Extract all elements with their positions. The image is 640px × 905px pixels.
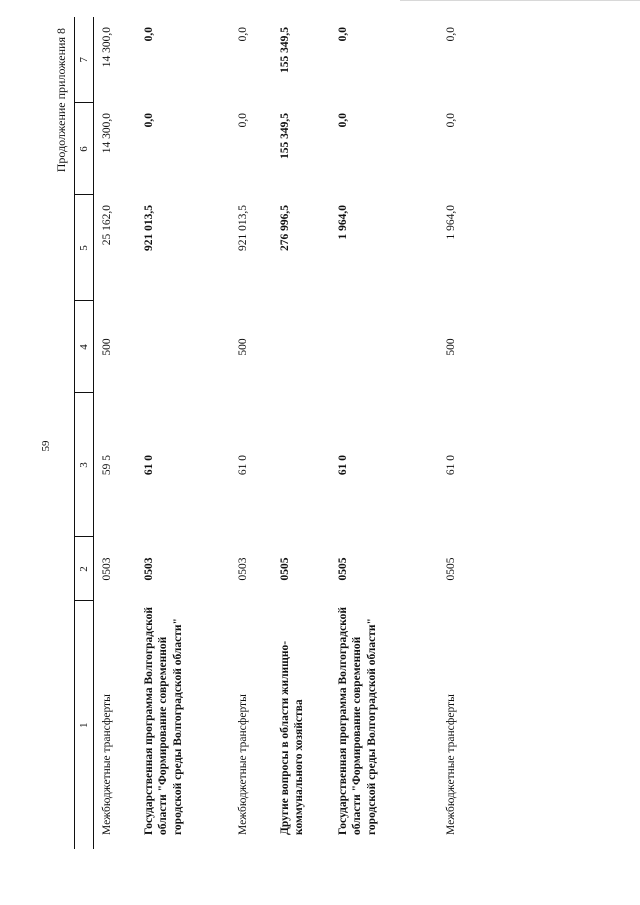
table-row [230, 17, 272, 849]
column-header: 1 [75, 601, 94, 849]
row-value-col6: 0,0 [237, 113, 249, 128]
row-expense-type [272, 301, 330, 393]
row-value-col5: 25 162,0 [101, 205, 113, 246]
table-row [136, 17, 230, 849]
row-target-code: 61 0 [337, 454, 349, 476]
row-value-col6: 0,0 [337, 113, 349, 128]
row-value-col6: 0,0 [445, 113, 457, 128]
row-section-code: 0503 [237, 557, 249, 581]
row-target-code [272, 393, 330, 537]
row-value-col7: 155 349,5 [279, 27, 291, 73]
row-target-code: 61 0 [237, 454, 249, 476]
row-expense-type: 500 [101, 338, 113, 356]
row-section-code: 0503 [101, 557, 113, 581]
row-value-col5: 1 964,0 [337, 205, 349, 240]
row-value-col5: 921 013,5 [237, 205, 249, 251]
column-header: 7 [75, 17, 94, 103]
row-target-code: 61 0 [445, 454, 457, 476]
column-header: 2 [75, 537, 94, 601]
row-value-col5: 276 996,5 [279, 205, 291, 251]
row-value-col7: 0,0 [237, 27, 249, 42]
row-value-col6: 155 349,5 [279, 113, 291, 159]
row-value-col5: 1 964,0 [445, 205, 457, 240]
row-value-col5: 921 013,5 [143, 205, 155, 251]
table-row [272, 17, 330, 849]
row-section-code: 0503 [143, 557, 155, 581]
row-section-code: 0505 [337, 557, 349, 581]
table-row [94, 17, 137, 849]
row-value-col7: 0,0 [445, 27, 457, 42]
row-expense-type [136, 301, 230, 393]
row-value-col7: 14 300,0 [101, 27, 113, 68]
row-expense-type: 500 [237, 338, 249, 356]
row-target-code: 59 5 [101, 454, 113, 476]
row-section-code: 0505 [279, 557, 291, 581]
row-target-code: 61 0 [143, 454, 155, 476]
table-row [330, 17, 438, 849]
column-header: 3 [75, 393, 94, 537]
row-value-col6: 0,0 [143, 113, 155, 128]
row-value-col6: 14 300,0 [101, 113, 113, 154]
row-value-col7: 0,0 [143, 27, 155, 42]
row-expense-type [330, 301, 438, 393]
budget-table [74, 17, 480, 849]
row-section-code: 0505 [445, 557, 457, 581]
table-row [438, 17, 480, 849]
column-header: 5 [75, 195, 94, 301]
page-number: 59 [40, 440, 52, 452]
appendix-title: Продолжение приложения 8 [54, 28, 68, 173]
row-value-col7: 0,0 [337, 27, 349, 42]
row-name: Межбюджетные трансферты [445, 694, 457, 835]
row-name: Межбюджетные трансферты [101, 694, 113, 835]
column-header: 4 [75, 301, 94, 393]
row-name: Межбюджетные трансферты [237, 694, 249, 835]
row-name: Государственная программа Волгоградской области "Формирование современной городской среды Волгоградской области" [337, 606, 378, 835]
row-name: Государственная программа Волгоградской области "Формирование современной городской среды Волгоградской области" [143, 606, 184, 835]
column-header: 6 [75, 103, 94, 195]
row-name: Другие вопросы в области жилищно-коммунального хозяйства [279, 640, 306, 835]
table-header-row [75, 17, 94, 849]
row-expense-type: 500 [445, 338, 457, 356]
